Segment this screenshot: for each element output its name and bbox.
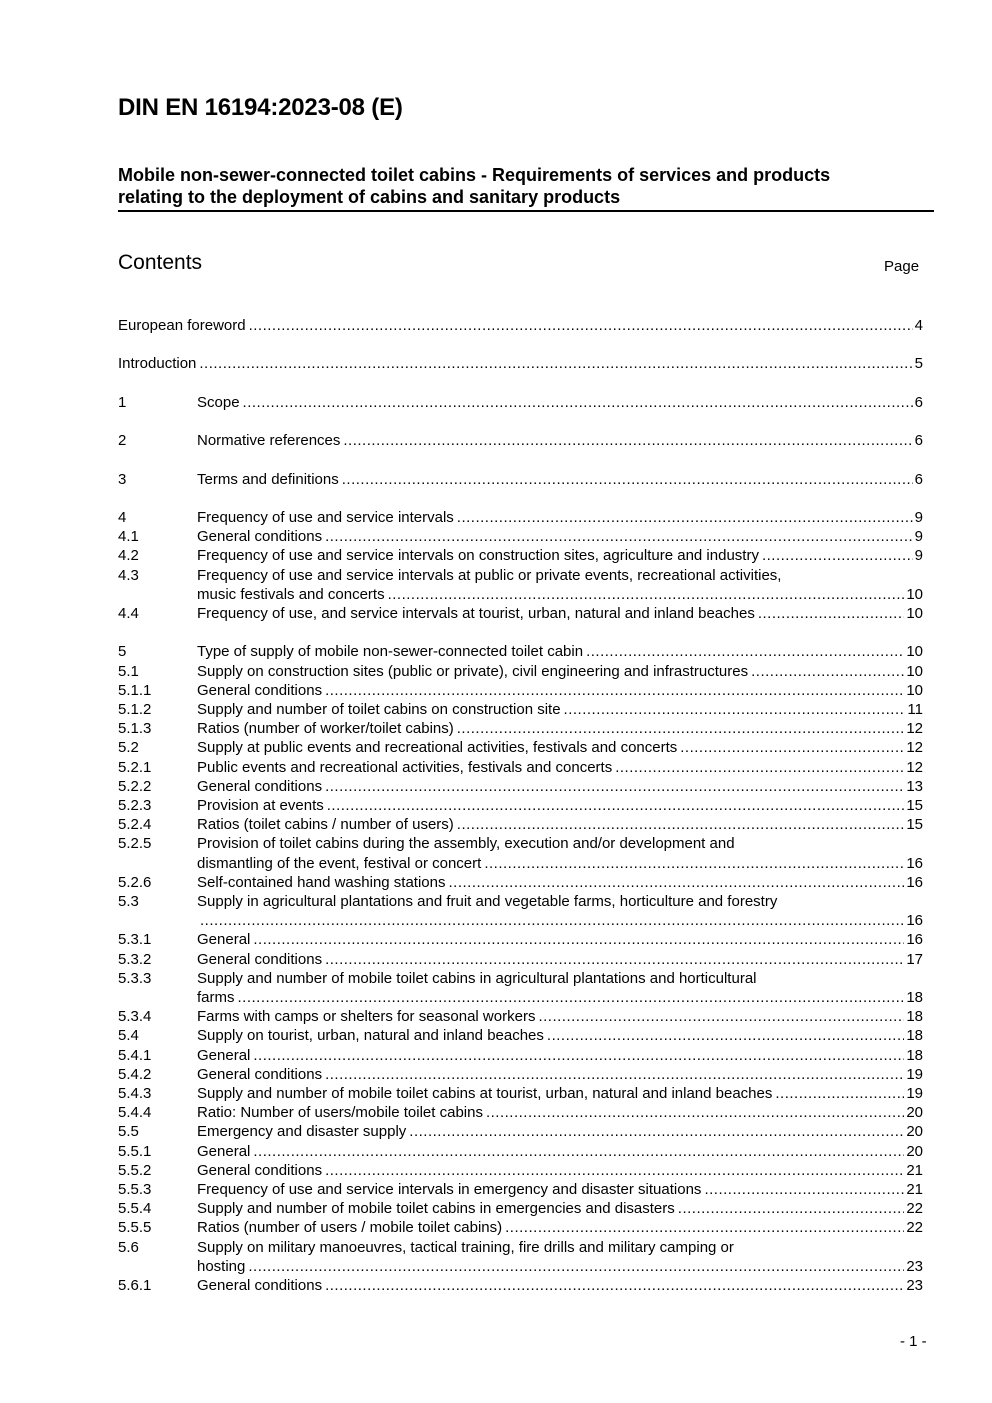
toc-entry[interactable] xyxy=(118,873,923,892)
title-rule xyxy=(118,210,934,212)
toc-entry[interactable] xyxy=(118,796,923,815)
toc-entry-title: Ratios (number of users / mobile toilet cabins) xyxy=(197,1219,503,1237)
toc-entry-title: Provision of toilet cabins during the assembly, execution and/or development and xyxy=(197,835,735,853)
toc-entry-number: 4.4 xyxy=(118,605,139,622)
toc-entry-number: 5.1 xyxy=(118,662,139,680)
toc-entry-title: General conditions xyxy=(197,1065,323,1083)
toc-dot-leader xyxy=(325,1065,904,1084)
document-title-line: relating to the deployment of cabins and sanitary products xyxy=(118,187,621,207)
toc-dot-leader xyxy=(388,585,905,604)
toc-entry-title: farms xyxy=(197,988,235,1006)
toc-dot-leader xyxy=(325,1276,904,1295)
toc-entry-page: 12 xyxy=(906,758,923,776)
toc-entry-page: 13 xyxy=(906,777,923,795)
toc-entry-title: Ratios (toilet cabins / number of users) xyxy=(197,816,454,834)
toc-entry[interactable] xyxy=(118,1161,923,1180)
toc-entry[interactable] xyxy=(118,1180,923,1199)
toc-dot-leader xyxy=(243,393,913,412)
toc-entry[interactable] xyxy=(118,316,923,335)
toc-dot-leader xyxy=(449,873,905,892)
toc-entry[interactable] xyxy=(118,1199,923,1218)
toc-dot-leader xyxy=(775,1084,904,1103)
toc-entry-title: Supply and number of mobile toilet cabins at tourist, urban, natural and inland beaches xyxy=(197,1085,773,1102)
toc-dot-leader xyxy=(704,1180,904,1199)
toc-dot-leader xyxy=(238,988,905,1007)
toc-entry-number: 5.2.3 xyxy=(118,797,152,814)
toc-entry-number: 5.5.1 xyxy=(118,1142,152,1160)
toc-entry-page: 23 xyxy=(906,1277,923,1294)
toc-entry-title: dismantling of the event, festival or concert xyxy=(197,854,482,872)
toc-entry-page: 6 xyxy=(914,393,923,411)
toc-entry-title: General conditions xyxy=(197,1277,323,1294)
toc-entry-title: General conditions xyxy=(197,777,323,795)
toc-entry[interactable] xyxy=(118,1065,923,1084)
toc-entry-title: Frequency of use, and service intervals at tourist, urban, natural and inland beaches xyxy=(197,605,755,622)
toc-entry-title: General conditions xyxy=(197,528,323,546)
toc-entry-number: 5.3.4 xyxy=(118,1008,152,1026)
toc-entry[interactable] xyxy=(118,738,923,757)
toc-entry-page: 6 xyxy=(914,432,923,450)
toc-entry[interactable] xyxy=(118,393,923,412)
toc-entry-title: hosting xyxy=(197,1257,246,1275)
toc-entry-page: 20 xyxy=(906,1123,923,1141)
toc-dot-leader xyxy=(564,700,906,719)
toc-entry[interactable] xyxy=(118,950,923,969)
toc-entry-title: Farms with camps or shelters for seasonal workers xyxy=(197,1008,536,1026)
toc-entry[interactable] xyxy=(118,834,923,872)
toc-entry-page: 15 xyxy=(906,816,923,834)
toc-entry-title: music festivals and concerts xyxy=(197,585,385,603)
toc-entry-number: 5.3.1 xyxy=(118,931,152,949)
toc-entry-page: 12 xyxy=(906,739,923,757)
toc-entry-title: General conditions xyxy=(197,1161,323,1179)
toc-entry-page: 18 xyxy=(906,1008,923,1026)
toc-entry-page: 20 xyxy=(906,1104,923,1122)
toc-entry-title: Frequency of use and service intervals on construction sites, agriculture and industry xyxy=(197,547,759,565)
toc-dot-leader xyxy=(343,431,912,450)
toc-entry[interactable] xyxy=(118,681,923,700)
toc-dot-leader xyxy=(248,1257,904,1276)
toc-entry-number: 5.2.5 xyxy=(118,835,152,853)
toc-dot-leader xyxy=(586,642,904,661)
toc-entry-title: General conditions xyxy=(197,681,323,699)
toc-entry-number: 5.4.3 xyxy=(118,1085,152,1102)
toc-entry[interactable] xyxy=(118,777,923,796)
document-title xyxy=(118,164,934,208)
toc-entry-title: Frequency of use and service intervals xyxy=(197,509,454,526)
toc-entry-title: General conditions xyxy=(197,950,323,968)
toc-dot-leader xyxy=(325,777,904,796)
toc-entry-page: 19 xyxy=(906,1065,923,1083)
toc-entry-page: 12 xyxy=(906,720,923,738)
toc-dot-leader xyxy=(751,662,904,681)
toc-entry-title: Supply on military manoeuvres, tactical training, fire drills and military camping or xyxy=(197,1238,734,1256)
toc-entry-page: 10 xyxy=(906,643,923,661)
toc-dot-leader xyxy=(253,1142,904,1161)
toc-entry[interactable] xyxy=(118,1007,923,1026)
toc-dot-leader xyxy=(327,796,905,815)
toc-entry-number: 5.4 xyxy=(118,1027,139,1045)
toc-dot-leader xyxy=(457,815,905,834)
document-id: DIN EN 16194:2023-08 (E) xyxy=(118,94,403,121)
toc-entry[interactable] xyxy=(118,546,923,565)
toc-entry-page: 18 xyxy=(906,988,923,1006)
toc-entry-number: 5.5.5 xyxy=(118,1219,152,1237)
toc-entry-title: Supply on tourist, urban, natural and inland beaches xyxy=(197,1027,544,1045)
toc-entry-title: General xyxy=(197,931,251,949)
toc-entry-page: 16 xyxy=(906,931,923,949)
toc-dot-leader xyxy=(199,354,912,373)
toc-entry-page: 18 xyxy=(906,1027,923,1045)
toc-entry-page: 18 xyxy=(906,1046,923,1064)
toc-entry-number: 5 xyxy=(118,643,127,661)
toc-dot-leader xyxy=(253,1046,904,1065)
toc-entry-number: 4.1 xyxy=(118,528,139,546)
toc-entry-number: 5.5.3 xyxy=(118,1181,152,1198)
toc-entry[interactable] xyxy=(118,1122,923,1141)
toc-entry-title: Supply at public events and recreational activities, festivals and concerts xyxy=(197,739,678,757)
toc-entry-page: 20 xyxy=(906,1142,923,1160)
toc-entry-page: 11 xyxy=(907,701,923,718)
toc-entry-number: 2 xyxy=(118,432,127,450)
toc-entry-number: 5.2 xyxy=(118,739,139,757)
toc-entry-number: 5.2.6 xyxy=(118,873,152,891)
toc-entry-number: 5.3.2 xyxy=(118,950,152,968)
toc-entry-number: 5.2.4 xyxy=(118,816,152,834)
toc-entry-title: Provision at events xyxy=(197,797,324,814)
toc-entry-number: 4 xyxy=(118,509,127,526)
toc-entry-page: 23 xyxy=(906,1257,923,1275)
toc-entry-number: 4.2 xyxy=(118,547,139,565)
toc-entry-page: 22 xyxy=(906,1200,923,1218)
toc-entry-title: Introduction xyxy=(118,355,197,373)
toc-dot-leader xyxy=(680,738,904,757)
toc-dot-leader xyxy=(253,930,904,949)
toc-dot-leader xyxy=(249,316,913,335)
toc-entry-number: 5.2.1 xyxy=(118,758,152,776)
toc-entry-title: Ratio: Number of users/mobile toilet cabins xyxy=(197,1104,483,1122)
toc-entry-page: 4 xyxy=(914,317,923,334)
toc-entry[interactable] xyxy=(118,527,923,546)
toc-entry-number: 5.6 xyxy=(118,1238,139,1256)
toc-entry-page: 9 xyxy=(914,547,923,565)
toc-entry-title: Emergency and disaster supply xyxy=(197,1123,407,1141)
toc-dot-leader xyxy=(325,950,904,969)
toc-entry-number: 5.4.4 xyxy=(118,1104,152,1122)
toc-entry[interactable] xyxy=(118,642,923,661)
toc-entry[interactable] xyxy=(118,700,923,719)
toc-entry-title: General xyxy=(197,1046,251,1064)
toc-dot-leader xyxy=(325,1161,904,1180)
toc-entry[interactable] xyxy=(118,431,923,450)
toc-entry-page: 10 xyxy=(906,662,923,680)
toc-entry-number: 5.3 xyxy=(118,893,139,910)
toc-dot-leader xyxy=(762,546,913,565)
toc-entry-number: 5.2.2 xyxy=(118,777,152,795)
toc-entry-title: General xyxy=(197,1142,251,1160)
toc-dot-leader xyxy=(409,1122,904,1141)
toc-entry-number: 1 xyxy=(118,393,127,411)
toc-entry-title: Supply on construction sites (public or private), civil engineering and infrastructures xyxy=(197,662,749,680)
toc-entry-title: Supply and number of mobile toilet cabins in emergencies and disasters xyxy=(197,1200,675,1218)
toc-entry-title: Type of supply of mobile non-sewer-connected toilet cabin xyxy=(197,643,584,661)
toc-entry[interactable] xyxy=(118,719,923,738)
toc-entry-page: 21 xyxy=(906,1161,923,1179)
toc-entry[interactable] xyxy=(118,1046,923,1065)
toc-entry-page: 22 xyxy=(906,1219,923,1237)
toc-entry-page: 6 xyxy=(914,470,923,488)
toc-entry-page: 10 xyxy=(906,585,923,603)
toc-entry-title: Frequency of use and service intervals in emergency and disaster situations xyxy=(197,1181,702,1198)
toc-dot-leader xyxy=(678,1199,905,1218)
toc-entry-title: Normative references xyxy=(197,432,341,450)
toc-entry[interactable] xyxy=(118,969,923,1007)
toc-entry[interactable] xyxy=(118,354,923,373)
toc-entry-number: 5.4.2 xyxy=(118,1065,152,1083)
toc-dot-leader xyxy=(505,1218,904,1237)
toc-entry[interactable] xyxy=(118,566,923,604)
toc-entry[interactable] xyxy=(118,930,923,949)
toc-entry-page: 9 xyxy=(914,509,923,526)
toc-entry-page: 9 xyxy=(914,528,923,546)
toc-entry-page: 15 xyxy=(906,797,923,814)
toc-entry[interactable] xyxy=(118,892,923,930)
toc-dot-leader xyxy=(325,681,904,700)
toc-entry-page: 16 xyxy=(906,854,923,872)
toc-dot-leader xyxy=(457,508,913,527)
toc-entry-title: Public events and recreational activities, festivals and concerts xyxy=(197,758,613,776)
toc-entry[interactable] xyxy=(118,1238,923,1276)
toc-entry-number: 3 xyxy=(118,470,127,488)
footer-page-number: - 1 - xyxy=(900,1333,927,1350)
toc-dot-leader xyxy=(538,1007,904,1026)
toc-entry-title: Supply in agricultural plantations and fruit and vegetable farms, horticulture and forestry xyxy=(197,893,778,910)
toc-entry-number: 5.4.1 xyxy=(118,1046,152,1064)
contents-heading: Contents xyxy=(118,251,203,274)
toc-dot-leader xyxy=(484,854,904,873)
toc-entry-number: 5.1.3 xyxy=(118,720,152,738)
toc-dot-leader xyxy=(486,1103,904,1122)
toc-entry-page: 17 xyxy=(906,950,923,968)
toc-entry[interactable] xyxy=(118,604,923,623)
toc-dot-leader xyxy=(200,911,904,930)
toc-entry[interactable] xyxy=(118,1084,923,1103)
toc-entry-title: Ratios (number of worker/toilet cabins) xyxy=(197,720,454,738)
toc-entry-page: 19 xyxy=(906,1085,923,1102)
toc-dot-leader xyxy=(342,470,913,489)
toc-dot-leader xyxy=(547,1026,904,1045)
document-title-line: Mobile non-sewer-connected toilet cabins - Requirements of services and products xyxy=(118,165,831,185)
toc-entry-title: Terms and definitions xyxy=(197,470,339,488)
toc-entry-title: Supply and number of mobile toilet cabins in agricultural plantations and horticultural xyxy=(197,969,757,987)
toc-entry[interactable] xyxy=(118,1142,923,1161)
toc-entry[interactable] xyxy=(118,758,923,777)
page-column-heading: Page xyxy=(884,258,920,275)
toc-entry-page: 5 xyxy=(914,355,923,373)
toc-entry-number: 5.6.1 xyxy=(118,1277,152,1294)
toc-entry-title: Self-contained hand washing stations xyxy=(197,873,446,891)
toc-entry-page: 16 xyxy=(906,912,923,930)
toc-dot-leader xyxy=(457,719,905,738)
toc-entry-page: 21 xyxy=(906,1181,923,1198)
toc-entry-page: 16 xyxy=(906,873,923,891)
toc-entry[interactable] xyxy=(118,662,923,681)
toc-entry-page: 10 xyxy=(906,605,923,622)
toc-entry-title: Frequency of use and service intervals at public or private events, recreational activities, xyxy=(197,566,782,584)
toc-entry-number: 5.5.4 xyxy=(118,1200,152,1218)
toc-dot-leader xyxy=(615,758,904,777)
toc-entry[interactable] xyxy=(118,1026,923,1045)
toc-entry-number: 5.1.2 xyxy=(118,701,152,718)
toc-entry-title: Supply and number of toilet cabins on construction site xyxy=(197,701,561,718)
toc-dot-leader xyxy=(325,527,913,546)
toc-entry-number: 5.5 xyxy=(118,1123,139,1141)
toc-entry-page: 10 xyxy=(906,681,923,699)
toc-entry[interactable] xyxy=(118,508,923,527)
toc-entry[interactable] xyxy=(118,1103,923,1122)
toc-entry-number: 5.3.3 xyxy=(118,969,152,987)
toc-entry-number: 5.1.1 xyxy=(118,681,152,699)
toc-dot-leader xyxy=(758,604,904,623)
toc-entry[interactable] xyxy=(118,470,923,489)
toc-entry[interactable] xyxy=(118,1276,923,1295)
toc-entry[interactable] xyxy=(118,815,923,834)
toc-entry[interactable] xyxy=(118,1218,923,1237)
toc-entry-number: 4.3 xyxy=(118,566,139,584)
toc-entry-number: 5.5.2 xyxy=(118,1161,152,1179)
toc-entry-title: Scope xyxy=(197,393,240,411)
toc-entry-title: European foreword xyxy=(118,317,246,334)
